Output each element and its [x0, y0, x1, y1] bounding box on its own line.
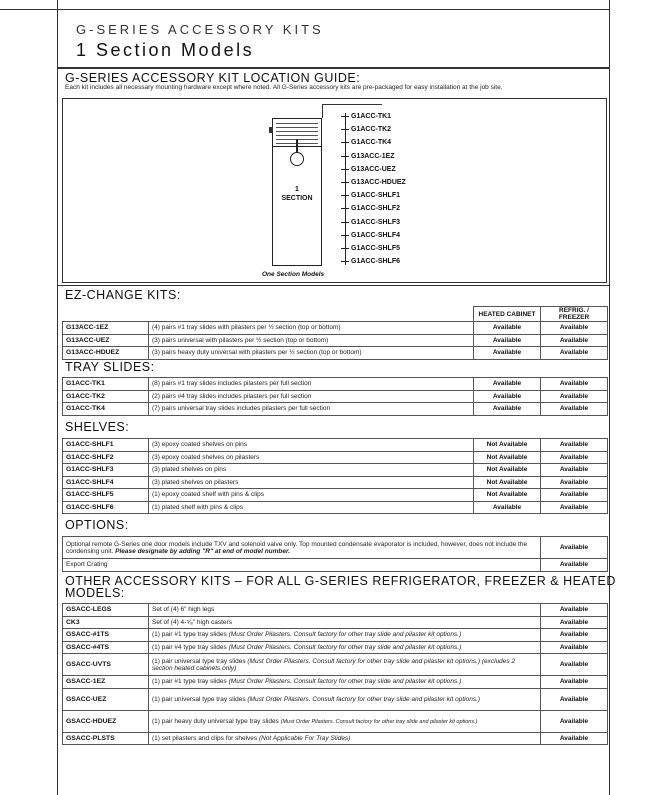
kit-note: (Must Order Pilasters. Consult factory for other tray slide and pilaster kit options.): [228, 678, 462, 686]
kit-description: [149, 629, 541, 642]
cabinet-connector-line: [322, 104, 323, 118]
heated-availability: Available: [474, 347, 541, 360]
other-kits-table: [62, 603, 608, 745]
table-row: [63, 390, 608, 403]
kit-code: G1ACC-SHLF1: [63, 439, 149, 452]
divider: [57, 285, 609, 286]
guide-description: Each kit includes all necessary mounting hardware except where noted. All G-Series accessory kits are pre-packaged for easy installation at the job site.: [65, 84, 503, 91]
kit-code: G1ACC-TK2: [63, 390, 149, 403]
refrig-availability: Available: [541, 390, 608, 403]
remote-availability: Available: [541, 537, 608, 559]
location-guide-diagram: [62, 98, 607, 283]
cabinet-illustration: [272, 118, 322, 266]
kit-description-text: Set of (4) 6" high legs: [152, 606, 215, 614]
kit-code: G13ACC-1EZ: [63, 322, 149, 335]
refrig-availability: Available: [541, 451, 608, 464]
kit-code: G1ACC-SHLF4: [63, 476, 149, 489]
kit-code: GSACC-HDUEZ: [63, 710, 149, 732]
table-row: [63, 451, 608, 464]
kit-location-label: G1ACC-SHLF4: [351, 231, 401, 239]
table-row: [63, 688, 608, 710]
cabinet-hinge: [269, 127, 273, 133]
table-row: [63, 537, 608, 559]
kit-note: (Must Order Pilasters. Consult factory for other tray slide and pilaster kit options.): [247, 695, 481, 703]
kit-description-text: (1) pair #1 type tray slides: [152, 678, 227, 686]
kit-code: CK3: [63, 616, 149, 629]
kit-code: GSACC-PLSTS: [63, 732, 149, 745]
table-row: [63, 604, 608, 617]
table-row: [63, 501, 608, 514]
frame-right-border: [609, 0, 610, 795]
kit-note: (Must Order Pilasters. Consult factory for other tray slide and pilaster kit options.): [280, 718, 478, 725]
kit-code: GSACC-#1TS: [63, 629, 149, 642]
table-row: [63, 439, 608, 452]
kit-description: [149, 616, 541, 629]
kit-code: GSACC-LEGS: [63, 604, 149, 617]
kit-description-text: (1) set pilasters and clips for shelves: [152, 734, 258, 742]
kit-location-item: [345, 232, 406, 245]
ez-change-table: [62, 306, 608, 360]
other-kits-title-line: OTHER ACCESSORY KITS – FOR ALL G-SERIES REFRIGERATOR, FREEZER & HEATED: [65, 574, 616, 588]
kit-location-label: G1ACC-SHLF2: [351, 205, 401, 213]
kit-description: (3) epoxy coated shelves on pins: [149, 439, 474, 452]
kit-description: (7) pairs universal tray slides includes pilasters per full section: [149, 403, 474, 416]
column-header-heated: HEATED CABINET: [474, 307, 541, 322]
kit-note: (Must Order Pilasters. Consult factory for other tray slide and pilaster kit options.): [228, 643, 462, 651]
export-crating-description: Export Crating: [63, 559, 541, 572]
table-row: [63, 654, 608, 676]
refrig-availability: Available: [541, 464, 608, 477]
kit-description-text: (1) pair #1 type tray slides: [152, 631, 227, 639]
availability: Available: [541, 629, 608, 642]
shelves-table: [62, 438, 608, 514]
kit-description: (4) pairs #1 tray slides with pilasters per ½ section (top or bottom): [149, 322, 474, 335]
kit-note: (Not Applicable For Tray Slides): [258, 734, 351, 742]
table-row: [63, 616, 608, 629]
heated-availability: Available: [474, 403, 541, 416]
table-row: [63, 378, 608, 391]
table-row: [63, 710, 608, 732]
kit-description: (3) pairs universal with pilasters per ½ section (top or bottom): [149, 334, 474, 347]
cabinet-label-number: 1: [295, 186, 299, 193]
kit-description: [149, 676, 541, 689]
series-title: G-SERIES ACCESSORY KITS: [76, 22, 324, 37]
heated-availability: Available: [474, 390, 541, 403]
ez-change-title: EZ-CHANGE KITS:: [65, 288, 181, 302]
table-row: [63, 489, 608, 502]
kit-description-text: (1) pair universal type tray slides: [152, 695, 246, 703]
refrig-availability: Available: [541, 322, 608, 335]
kit-location-item: [345, 245, 406, 258]
kit-description: (8) pairs #1 tray slides includes pilasters per full section: [149, 378, 474, 391]
other-kits-title-line: MODELS:: [65, 586, 125, 600]
kit-code: G13ACC-UEZ: [63, 334, 149, 347]
table-row: [63, 403, 608, 416]
options-table: [62, 536, 608, 572]
kit-code: GSACC-UEZ: [63, 688, 149, 710]
remote-option-text: Optional remote G-Series one door models include TXV and solenoid valve only. Top mounted condensate evaporator is included, however, does not include the condensing unit.: [66, 540, 528, 555]
kit-code: G13ACC-HDUEZ: [63, 347, 149, 360]
heated-availability: Available: [474, 378, 541, 391]
kit-code: G1ACC-SHLF2: [63, 451, 149, 464]
heated-availability: Not Available: [474, 489, 541, 502]
kit-location-label: G1ACC-SHLF3: [351, 218, 401, 226]
availability: Available: [541, 616, 608, 629]
table-row: [63, 732, 608, 745]
kit-location-item: [345, 219, 406, 232]
kit-note: (Must Order Pilasters. Consult factory for other tray slide and pilaster kit options.): [228, 631, 462, 639]
options-title: OPTIONS:: [65, 518, 129, 532]
tray-slides-table: [62, 377, 608, 416]
refrig-availability: Available: [541, 501, 608, 514]
kit-location-label: G1ACC-TK2: [351, 126, 392, 134]
cabinet-label: [273, 185, 321, 203]
availability: Available: [541, 641, 608, 654]
kit-code: GSACC-#4TS: [63, 641, 149, 654]
availability: Available: [541, 710, 608, 732]
heated-availability: Available: [474, 501, 541, 514]
table-row: [63, 347, 608, 360]
kit-location-label: G1ACC-TK4: [351, 139, 392, 147]
page-header: [76, 22, 324, 61]
availability: Available: [541, 604, 608, 617]
page-title: 1 Section Models: [76, 40, 255, 60]
heated-availability: Available: [474, 322, 541, 335]
heated-availability: Not Available: [474, 439, 541, 452]
kit-location-label: G13ACC-HDUEZ: [351, 178, 406, 186]
refrig-availability: Available: [541, 476, 608, 489]
kit-code: G1ACC-TK1: [63, 378, 149, 391]
kit-code: GSACC-1EZ: [63, 676, 149, 689]
table-row: [63, 334, 608, 347]
kit-code: G1ACC-SHLF6: [63, 501, 149, 514]
export-availability: Available: [541, 559, 608, 572]
availability: Available: [541, 676, 608, 689]
kit-location-item: [345, 126, 406, 139]
kit-code: GSACC-UVTS: [63, 654, 149, 676]
column-header-refrig: REFRIG. / FREEZER: [541, 307, 608, 322]
kit-location-item: [345, 153, 406, 166]
heated-availability: Available: [474, 334, 541, 347]
frame-left-border: [57, 0, 58, 795]
kit-description: (1) plated shelf with pins & clips: [149, 501, 474, 514]
kit-location-item: [345, 258, 406, 271]
refrig-availability: Available: [541, 439, 608, 452]
heated-availability: Not Available: [474, 476, 541, 489]
kit-location-label: G13ACC-UEZ: [351, 165, 396, 173]
evaporator-stem: [296, 139, 298, 153]
kit-description: [149, 732, 541, 745]
availability: Available: [541, 654, 608, 676]
cabinet-connector-line: [322, 104, 382, 105]
kit-location-label: G1ACC-SHLF1: [351, 192, 401, 200]
kit-location-label: G1ACC-SHLF5: [351, 244, 401, 252]
diagram-caption: One Section Models: [262, 271, 325, 278]
evaporator-circle-icon: [290, 152, 304, 166]
refrig-availability: Available: [541, 378, 608, 391]
shelves-title: SHELVES:: [65, 420, 130, 434]
table-row: [63, 464, 608, 477]
kit-description: (3) plated shelves on pilasters: [149, 476, 474, 489]
kit-location-list: [345, 113, 406, 271]
kit-location-item: [345, 166, 406, 179]
kit-description-text: (1) pair heavy duty universal type tray slides: [152, 717, 279, 725]
kit-description: (2) pairs #4 tray slides includes pilasters per full section: [149, 390, 474, 403]
table-row: [63, 322, 608, 335]
kit-location-item: [345, 139, 406, 152]
refrig-availability: Available: [541, 334, 608, 347]
kit-location-item: [345, 205, 406, 218]
table-row: [63, 676, 608, 689]
kit-location-label: G13ACC-1EZ: [351, 152, 395, 160]
heated-availability: Not Available: [474, 451, 541, 464]
frame-top-border: [0, 9, 609, 10]
kit-location-label: G1ACC-SHLF6: [351, 258, 401, 266]
kit-description: [149, 688, 541, 710]
refrig-availability: Available: [541, 403, 608, 416]
table-row: [63, 629, 608, 642]
kit-code: G1ACC-TK4: [63, 403, 149, 416]
table-row: [63, 559, 608, 572]
kit-location-item: [345, 113, 406, 126]
kit-location-label: G1ACC-TK1: [351, 113, 392, 120]
table-row: [63, 476, 608, 489]
heated-availability: Not Available: [474, 464, 541, 477]
kit-description: [149, 710, 541, 732]
kit-description-text: (1) pair universal type tray slides: [152, 657, 246, 665]
kit-description: (1) epoxy coated shelf with pins & clips: [149, 489, 474, 502]
other-kits-title: [65, 575, 616, 599]
remote-option-description: [63, 537, 541, 559]
guide-title: G-SERIES ACCESSORY KIT LOCATION GUIDE:: [65, 71, 361, 85]
kit-description: (3) pairs heavy duty universal with pilasters per ½ section (top or bottom): [149, 347, 474, 360]
availability: Available: [541, 688, 608, 710]
remote-option-note: Please designate by adding "R" at end of model number.: [115, 547, 290, 555]
kit-description: [149, 604, 541, 617]
kit-location-item: [345, 192, 406, 205]
table-row: [63, 641, 608, 654]
kit-code: G1ACC-SHLF3: [63, 464, 149, 477]
refrig-availability: Available: [541, 347, 608, 360]
kit-description: (3) plated shelves on pins: [149, 464, 474, 477]
kit-description: [149, 654, 541, 676]
tray-slides-title: TRAY SLIDES:: [65, 360, 155, 374]
kit-note: (Must Order Pilasters. Consult factory for other tray slide and pilaster kit options.) (excludes 2 section heated cabinets only): [152, 657, 516, 672]
kit-description-text: Set of (4) 4-⁵⁄₈" high casters: [152, 618, 232, 626]
kit-description: [149, 641, 541, 654]
kit-description: (3) epoxy coated shelves on pilasters: [149, 451, 474, 464]
availability: Available: [541, 732, 608, 745]
cabinet-label-text: SECTION: [281, 195, 313, 202]
divider: [57, 67, 609, 69]
kit-code: G1ACC-SHLF5: [63, 489, 149, 502]
refrig-availability: Available: [541, 489, 608, 502]
kit-description-text: (1) pair #4 type tray slides: [152, 643, 227, 651]
kit-location-item: [345, 179, 406, 192]
